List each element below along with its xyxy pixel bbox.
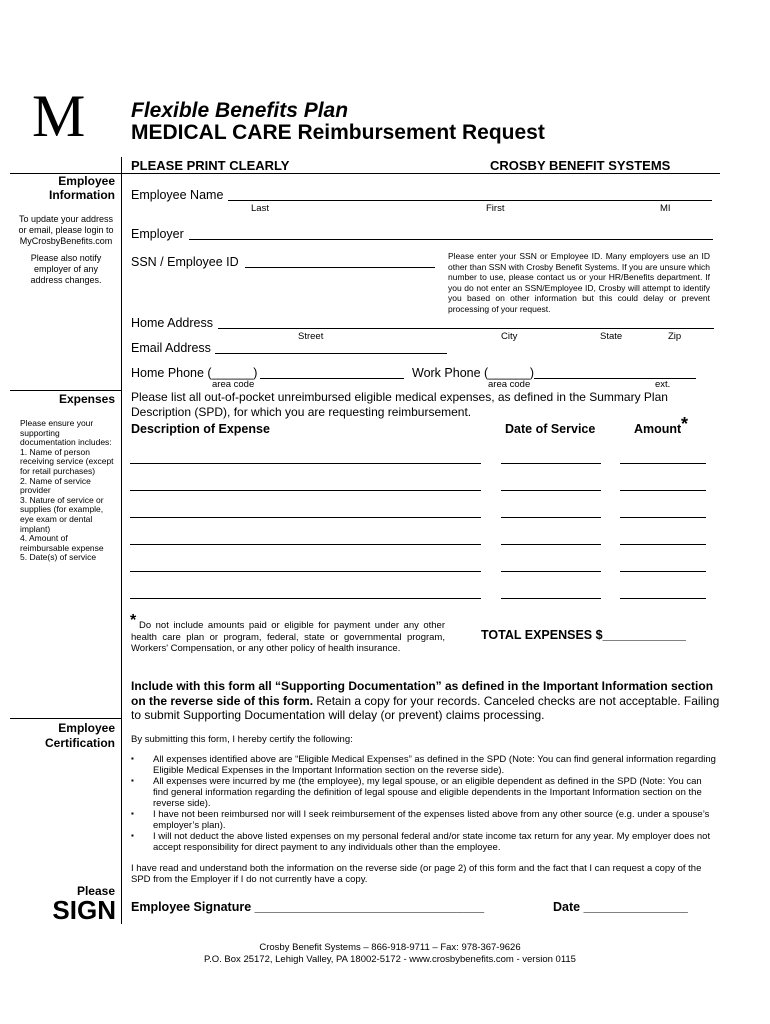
- employee-info-heading: Employee Information: [49, 174, 115, 202]
- ssn-label: SSN / Employee ID: [131, 255, 239, 269]
- state-caption: State: [600, 331, 623, 342]
- sidebar-divider: [121, 157, 122, 924]
- expenses-instructions: Please list all out-of-pocket unreimbursed eligible medical expenses, as defined in the Summary Plan Description (SPD), for which you are requesting reimbursement.: [131, 390, 668, 419]
- expense-amount-field[interactable]: [620, 598, 706, 599]
- bullet-icon: ▪: [131, 754, 134, 763]
- expense-date-field[interactable]: [501, 517, 601, 518]
- cert-item: [131, 809, 717, 831]
- ssn-field[interactable]: [245, 267, 435, 268]
- expense-amount-field[interactable]: [620, 544, 706, 545]
- bullet-icon: ▪: [131, 776, 134, 785]
- total-expenses-field[interactable]: TOTAL EXPENSES $____________: [481, 628, 686, 642]
- form-letter: M: [32, 83, 86, 149]
- supporting-documentation-rest: Retain a copy for your records. Canceled checks are not acceptable. Failing to submit Supporting Documentation will delay (or prevent) claims processing.: [131, 693, 720, 722]
- print-clearly-note: PLEASE PRINT CLEARLY: [131, 158, 290, 173]
- expense-description-field[interactable]: [130, 571, 481, 572]
- company-name: CROSBY BENEFIT SYSTEMS: [490, 158, 671, 173]
- email-field[interactable]: [215, 353, 447, 354]
- section-divider-cert: [10, 718, 122, 719]
- home-phone-field[interactable]: [260, 378, 404, 379]
- bullet-icon: ▪: [131, 809, 134, 818]
- please-label: Please: [76, 884, 115, 898]
- date-field[interactable]: Date _______________: [553, 900, 688, 914]
- col-description-header: Description of Expense: [131, 422, 270, 436]
- form-subtitle: MEDICAL CARE Reimbursement Request: [131, 121, 545, 144]
- header-divider: [10, 173, 720, 174]
- cert-item: [131, 754, 717, 776]
- ext-caption: ext.: [655, 379, 671, 390]
- first-name-caption: First: [486, 203, 505, 214]
- last-name-caption: Last: [251, 203, 269, 214]
- section-divider-expenses: [10, 390, 122, 391]
- expense-description-field[interactable]: [130, 517, 481, 518]
- employee-name-field[interactable]: [228, 200, 712, 201]
- supporting-documentation-bold: Include with this form all “Supporting Documentation” as defined in the Important Information section on the reverse side of this form.: [131, 679, 714, 708]
- middle-initial-caption: MI: [660, 203, 671, 214]
- employee-name-label: Employee Name: [131, 188, 224, 202]
- email-label: Email Address: [131, 341, 211, 355]
- expense-date-field[interactable]: [501, 490, 601, 491]
- expense-amount-field[interactable]: [620, 517, 706, 518]
- expense-date-field[interactable]: [501, 463, 601, 464]
- amount-asterisk: *: [681, 414, 689, 434]
- expense-amount-field[interactable]: [620, 571, 706, 572]
- supporting-documentation-note: [131, 679, 721, 723]
- expenses-heading: Expenses: [58, 392, 115, 406]
- col-date-header: Date of Service: [505, 422, 596, 436]
- expense-date-field[interactable]: [501, 544, 601, 545]
- expense-amount-field[interactable]: [620, 490, 706, 491]
- col-amount-header: Amount: [634, 422, 682, 436]
- certification-closing: I have read and understand both the information on the reverse side (or page 2) of this form and the fact that I can request a copy of the SPD from the Employer if I do not currently have a copy.: [131, 863, 702, 885]
- home-address-label: Home Address: [131, 316, 213, 330]
- home-phone-label: Home Phone (______): [131, 366, 258, 380]
- footer-address: P.O. Box 25172, Lehigh Valley, PA 18002-5172 - www.crosbybenefits.com - version 0115: [204, 954, 576, 965]
- ssn-instructions: Please enter your SSN or Employee ID. Many employers use an ID other than SSN with Crosby Benefit Systems. If you are unsure which number to use, please contact us or your HR/Benefits department. If you do not enter an SSN/Employee ID, Crosby will attempt to identify you based on other information but this could delay or prevent processing of your request.: [448, 251, 710, 314]
- work-phone-label: Work Phone (______): [412, 366, 535, 380]
- expense-description-field[interactable]: [130, 463, 481, 464]
- update-address-note: To update your address or email, please login to MyCrosbyBenefits.com: [18, 214, 114, 246]
- home-area-code-caption: area code: [212, 379, 255, 390]
- cert-text: I have not been reimbursed nor will I seek reimbursement of the expenses listed above from any other source (e.g. under a spouse’s employer’s plan).: [153, 809, 710, 831]
- home-address-field[interactable]: [218, 328, 714, 329]
- cert-item: [131, 831, 717, 853]
- cert-text: All expenses were incurred by me (the employee), my legal spouse, or an eligible dependent as defined in the SPD (Note: You can find general information regarding the definition of legal spouse and eligible dependents in the Important Information section on the reverse side).: [153, 776, 702, 809]
- cert-text: All expenses identified above are “Eligible Medical Expenses” as defined in the SPD (Note: You can find general information regarding Eligible Medical Expenses in the Important Information section on the reverse side).: [153, 754, 716, 776]
- certification-intro: By submitting this form, I hereby certify the following:: [131, 734, 353, 745]
- expense-description-field[interactable]: [130, 544, 481, 545]
- expenses-documentation-note: Please ensure your supporting documentation includes: 1. Name of person receiving service (except for retail purchases) 2. Name of service provider 3. Nature of service or supplies (for example, eye exam or dental implant) 4. Amount of reimbursable expense 5. Date(s) of service: [20, 418, 114, 563]
- footer-contact: Crosby Benefit Systems – 866-918-9711 – Fax: 978-367-9626: [259, 942, 521, 953]
- work-phone-field[interactable]: [534, 378, 696, 379]
- expense-date-field[interactable]: [501, 598, 601, 599]
- bullet-icon: ▪: [131, 831, 134, 840]
- street-caption: Street: [298, 331, 324, 342]
- certification-list: [131, 754, 717, 853]
- city-caption: City: [501, 331, 518, 342]
- cert-item: [131, 776, 717, 809]
- work-area-code-caption: area code: [488, 379, 531, 390]
- expense-description-field[interactable]: [130, 490, 481, 491]
- certification-heading: Employee Certification: [44, 721, 115, 750]
- expense-date-field[interactable]: [501, 571, 601, 572]
- cert-text: I will not deduct the above listed expenses on my personal federal and/or state income tax return for any year. My employer does not accept responsibility for direct payment to any individuals other than the employee.: [153, 831, 711, 853]
- signature-field[interactable]: Employee Signature _________________________________: [131, 900, 485, 914]
- notify-employer-note: Please also notify employer of any address changes.: [30, 253, 102, 285]
- expense-amount-field[interactable]: [620, 463, 706, 464]
- form-title: Flexible Benefits Plan: [131, 99, 349, 122]
- footnote-asterisk: *: [130, 612, 137, 629]
- employer-field[interactable]: [189, 239, 713, 240]
- expense-description-field[interactable]: [130, 598, 481, 599]
- sign-label: SIGN: [52, 895, 116, 925]
- zip-caption: Zip: [668, 331, 682, 342]
- employer-label: Employer: [131, 227, 184, 241]
- expense-footnote: Do not include amounts paid or eligible for payment under any other health care plan or program, federal, state or governmental program, Workers' Compensation, or any other policy of health insurance.: [131, 620, 445, 654]
